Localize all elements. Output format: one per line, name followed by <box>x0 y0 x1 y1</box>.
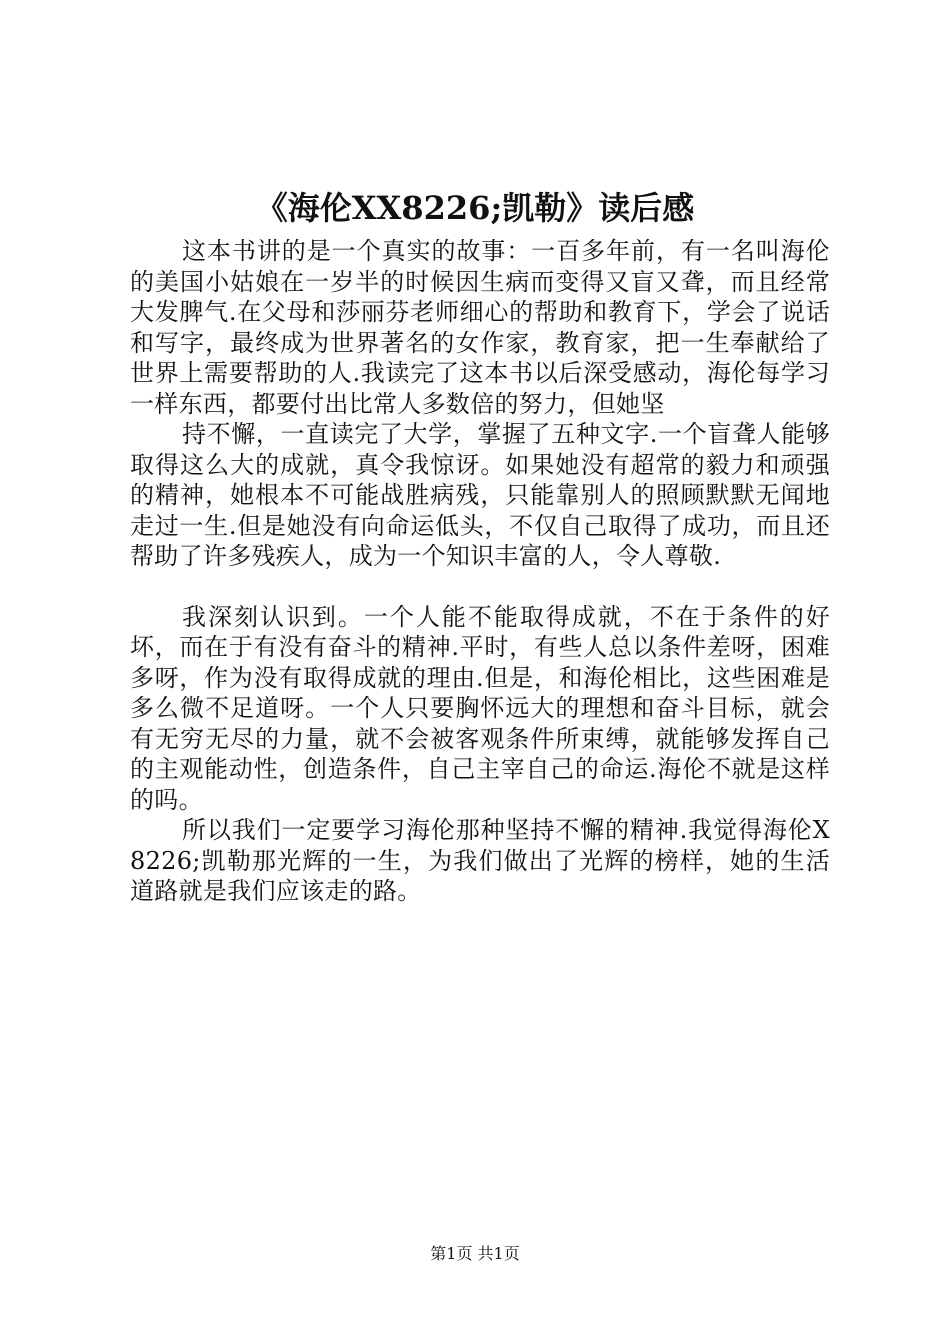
paragraph-3: 我深刻认识到。一个人能不能取得成就，不在于条件的好坏，而在于有没有奋斗的精神.平时，有些人总以条件差呀，困难多呀，作为没有取得成就的理由.但是，和海伦相比，这些困难是多么微不足道呀。一个人只要胸怀远大的理想和奋斗目标，就会有无穷无尽的力量，就不会被客观条件所束缚，就能够发挥自己的主观能动性，创造条件，自己主宰自己的命运.海伦不就是这样的吗。 <box>130 602 830 814</box>
paragraph-2: 持不懈，一直读完了大学，掌握了五种文字.一个盲聋人能够取得这么大的成就，真令我惊讶。如果她没有超常的毅力和顽强的精神，她根本不可能战胜病残，只能靠别人的照顾默默无闻地走过一生.但是她没有向命运低头，不仅自己取得了成功，而且还帮助了许多残疾人，成为一个知识丰富的人，令人尊敬. <box>130 420 830 570</box>
document-title: 《海伦XX8226;凯勒》读后感 <box>255 189 695 227</box>
document-body <box>130 236 830 907</box>
paragraph-1: 这本书讲的是一个真实的故事：一百多年前，有一名叫海伦的美国小姑娘在一岁半的时候因生病而变得又盲又聋，而且经常大发脾气.在父母和莎丽芬老师细心的帮助和教育下，学会了说话和写字，最终成为世界著名的女作家，教育家，把一生奉献给了世界上需要帮助的人.我读完了这本书以后深受感动，海伦每学习一样东西，都要付出比常人多数倍的努力，但她坚 <box>130 237 830 418</box>
page-number-footer: 第1页 共1页 <box>430 1244 520 1263</box>
paragraph-4: 所以我们一定要学习海伦那种坚持不懈的精神.我觉得海伦X8226;凯勒那光辉的一生，为我们做出了光辉的榜样，她的生活道路就是我们应该走的路。 <box>130 816 830 905</box>
